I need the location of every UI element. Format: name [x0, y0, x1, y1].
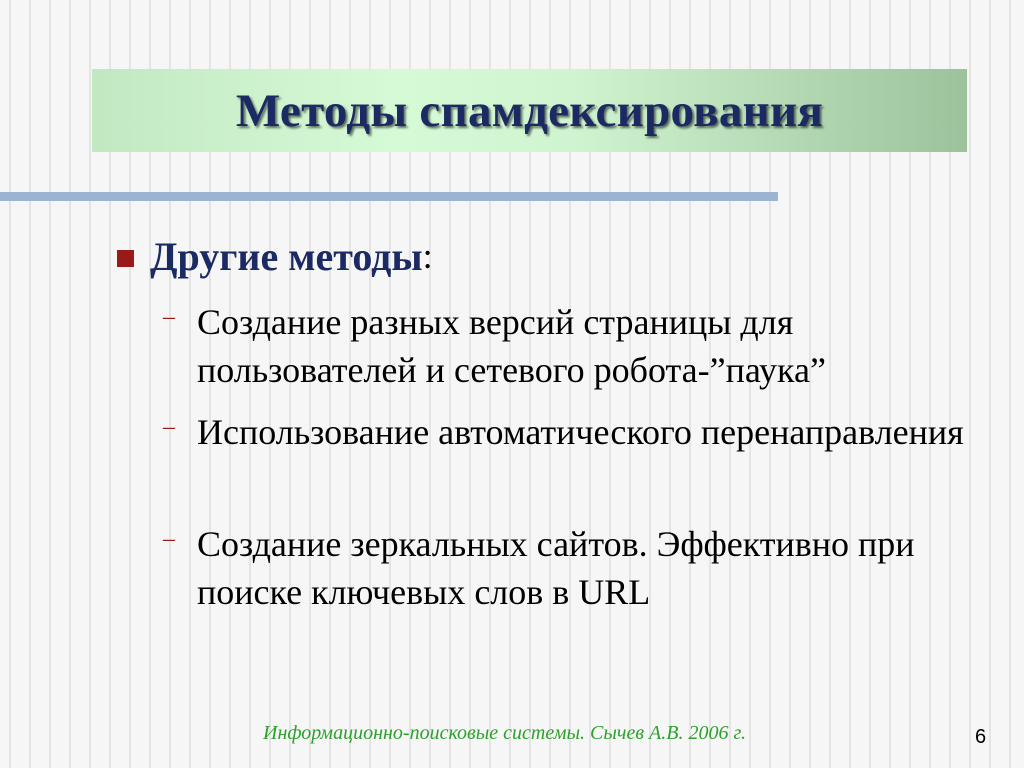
sub-item-text: Использование автоматического перенаправления [197, 412, 964, 452]
slide-footer: Информационно-поисковые системы. Сычев А.В. 2006 г. [263, 722, 746, 744]
bullet-colon: : [422, 236, 433, 276]
title-banner [92, 69, 967, 152]
dash-bullet-icon: – [163, 414, 175, 440]
dash-bullet-icon: – [163, 304, 175, 330]
bullet-heading: Другие методы [150, 233, 423, 279]
dash-bullet-icon: – [163, 526, 175, 552]
title-divider [0, 192, 778, 201]
slide-title: Методы спамдексирования [235, 84, 824, 137]
bullet-item [117, 228, 433, 284]
sub-item-text: Создание разных версий страницы для пользователей и сетевого робота-”паука” [197, 302, 826, 390]
square-bullet-icon [117, 250, 134, 267]
sub-item-text: Создание зеркальных сайтов. Эффективно при поиске ключевых слов в URL [197, 524, 915, 612]
page-number: 6 [975, 726, 987, 748]
